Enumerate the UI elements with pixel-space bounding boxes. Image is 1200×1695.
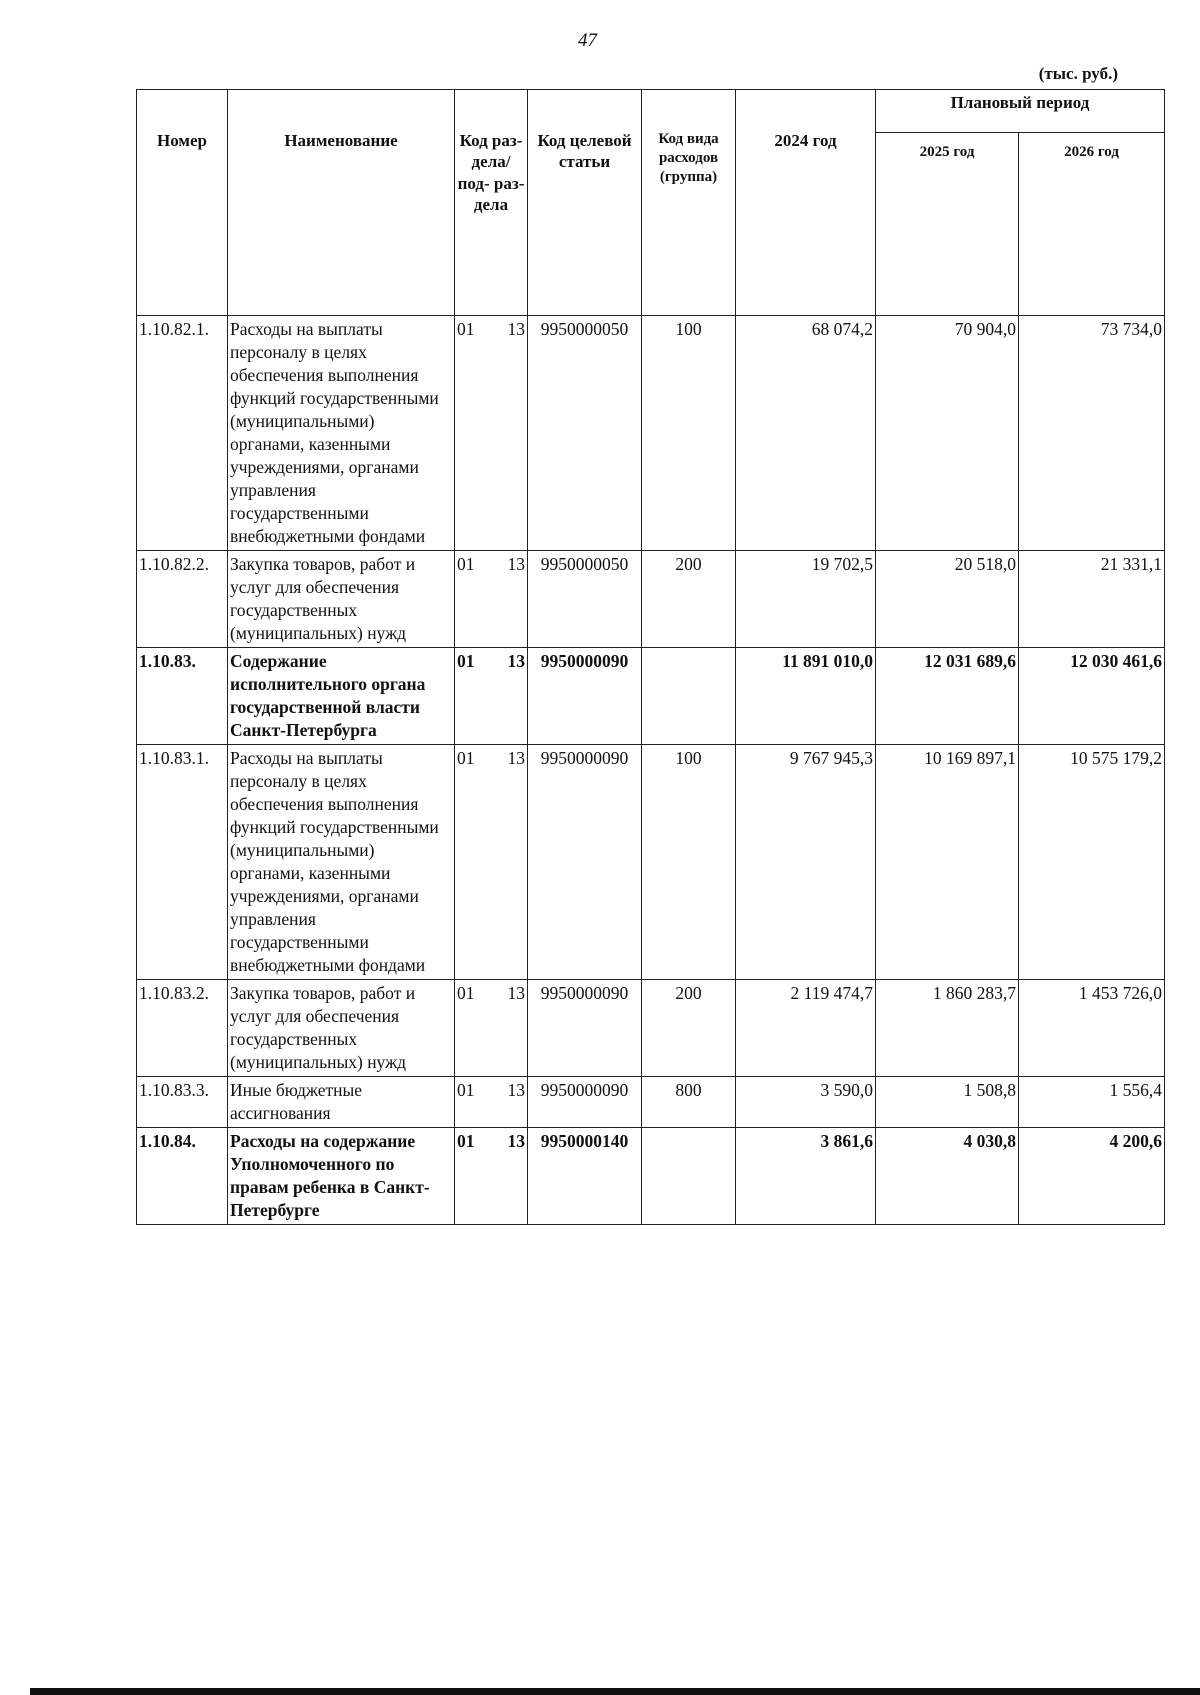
row-csr: 9950000090 xyxy=(528,980,642,1077)
header-number: Номер xyxy=(137,90,228,316)
row-podrazdel-code: 13 xyxy=(507,1131,525,1151)
header-razdel: Код раз- дела/ под- раз- дела xyxy=(455,90,528,316)
row-amount-2024: 3 590,0 xyxy=(736,1077,876,1128)
row-amount-2026: 10 575 179,2 xyxy=(1019,745,1165,980)
row-razdel xyxy=(455,745,528,980)
row-csr: 9950000050 xyxy=(528,551,642,648)
table-row xyxy=(137,745,1165,980)
row-name: Закупка товаров, работ и услуг для обеспечения государственных (муниципальных) нужд xyxy=(228,980,455,1077)
row-name: Содержание исполнительного органа государственной власти Санкт-Петербурга xyxy=(228,648,455,745)
row-csr: 9950000090 xyxy=(528,1077,642,1128)
table-row xyxy=(137,551,1165,648)
row-amount-2024: 9 767 945,3 xyxy=(736,745,876,980)
row-amount-2026: 1 453 726,0 xyxy=(1019,980,1165,1077)
table-body xyxy=(137,316,1165,1225)
row-csr: 9950000090 xyxy=(528,745,642,980)
row-podrazdel-code: 13 xyxy=(507,748,525,768)
row-amount-2025: 10 169 897,1 xyxy=(876,745,1019,980)
header-planned-period: Плановый период xyxy=(876,90,1165,133)
row-amount-2026: 21 331,1 xyxy=(1019,551,1165,648)
row-vid xyxy=(642,1128,736,1225)
row-amount-2025: 1 860 283,7 xyxy=(876,980,1019,1077)
row-vid: 200 xyxy=(642,980,736,1077)
row-amount-2024: 19 702,5 xyxy=(736,551,876,648)
row-razdel-code: 01 xyxy=(457,319,475,339)
table-row xyxy=(137,1077,1165,1128)
header-name: Наименование xyxy=(228,90,455,316)
row-razdel xyxy=(455,980,528,1077)
row-podrazdel-code: 13 xyxy=(507,651,525,671)
row-number: 1.10.83.2. xyxy=(137,980,228,1077)
table-row xyxy=(137,648,1165,745)
row-razdel xyxy=(455,551,528,648)
row-podrazdel-code: 13 xyxy=(507,554,525,574)
row-number: 1.10.83.1. xyxy=(137,745,228,980)
row-amount-2024: 3 861,6 xyxy=(736,1128,876,1225)
row-csr: 9950000090 xyxy=(528,648,642,745)
units-label: (тыс. руб.) xyxy=(1038,64,1118,83)
row-amount-2025: 70 904,0 xyxy=(876,316,1019,551)
row-podrazdel-code: 13 xyxy=(507,319,525,339)
row-name: Расходы на выплаты персоналу в целях обеспечения выполнения функций государственными (муниципальными) органами, казенными учреждениями, органами управления государственными внебюджетными фондами xyxy=(228,745,455,980)
page-number: 47 xyxy=(578,30,597,51)
row-vid xyxy=(642,648,736,745)
row-name: Расходы на выплаты персоналу в целях обеспечения выполнения функций государственными (муниципальными) органами, казенными учреждениями, органами управления государственными внебюджетными фондами xyxy=(228,316,455,551)
row-podrazdel-code: 13 xyxy=(507,983,525,1003)
row-vid: 800 xyxy=(642,1077,736,1128)
row-razdel-code: 01 xyxy=(457,651,475,671)
row-razdel xyxy=(455,648,528,745)
header-vid: Код вида расходов (группа) xyxy=(642,90,736,316)
row-name: Расходы на содержание Уполномоченного по правам ребенка в Санкт-Петербурге xyxy=(228,1128,455,1225)
row-amount-2026: 12 030 461,6 xyxy=(1019,648,1165,745)
row-number: 1.10.82.2. xyxy=(137,551,228,648)
table-row xyxy=(137,980,1165,1077)
row-number: 1.10.83.3. xyxy=(137,1077,228,1128)
row-razdel xyxy=(455,1077,528,1128)
row-vid: 100 xyxy=(642,316,736,551)
header-csr: Код целевой статьи xyxy=(528,90,642,316)
row-number: 1.10.82.1. xyxy=(137,316,228,551)
row-vid: 200 xyxy=(642,551,736,648)
row-amount-2024: 68 074,2 xyxy=(736,316,876,551)
row-razdel xyxy=(455,316,528,551)
row-name: Закупка товаров, работ и услуг для обеспечения государственных (муниципальных) нужд xyxy=(228,551,455,648)
row-csr: 9950000050 xyxy=(528,316,642,551)
row-amount-2026: 73 734,0 xyxy=(1019,316,1165,551)
table-row xyxy=(137,316,1165,551)
row-razdel-code: 01 xyxy=(457,1131,475,1151)
row-amount-2024: 11 891 010,0 xyxy=(736,648,876,745)
header-2025: 2025 год xyxy=(876,133,1019,316)
row-razdel-code: 01 xyxy=(457,983,475,1003)
table-row xyxy=(137,1128,1165,1225)
row-name: Иные бюджетные ассигнования xyxy=(228,1077,455,1128)
row-amount-2025: 20 518,0 xyxy=(876,551,1019,648)
row-amount-2024: 2 119 474,7 xyxy=(736,980,876,1077)
row-number: 1.10.84. xyxy=(137,1128,228,1225)
row-razdel-code: 01 xyxy=(457,1080,475,1100)
row-vid: 100 xyxy=(642,745,736,980)
row-razdel xyxy=(455,1128,528,1225)
row-amount-2026: 1 556,4 xyxy=(1019,1077,1165,1128)
row-podrazdel-code: 13 xyxy=(507,1080,525,1100)
row-amount-2026: 4 200,6 xyxy=(1019,1128,1165,1225)
header-2024: 2024 год xyxy=(736,90,876,316)
budget-table xyxy=(136,89,1165,1225)
bottom-edge-bar xyxy=(30,1688,1200,1695)
row-razdel-code: 01 xyxy=(457,748,475,768)
row-csr: 9950000140 xyxy=(528,1128,642,1225)
row-amount-2025: 12 031 689,6 xyxy=(876,648,1019,745)
row-amount-2025: 4 030,8 xyxy=(876,1128,1019,1225)
header-2026: 2026 год xyxy=(1019,133,1165,316)
row-amount-2025: 1 508,8 xyxy=(876,1077,1019,1128)
row-number: 1.10.83. xyxy=(137,648,228,745)
row-razdel-code: 01 xyxy=(457,554,475,574)
